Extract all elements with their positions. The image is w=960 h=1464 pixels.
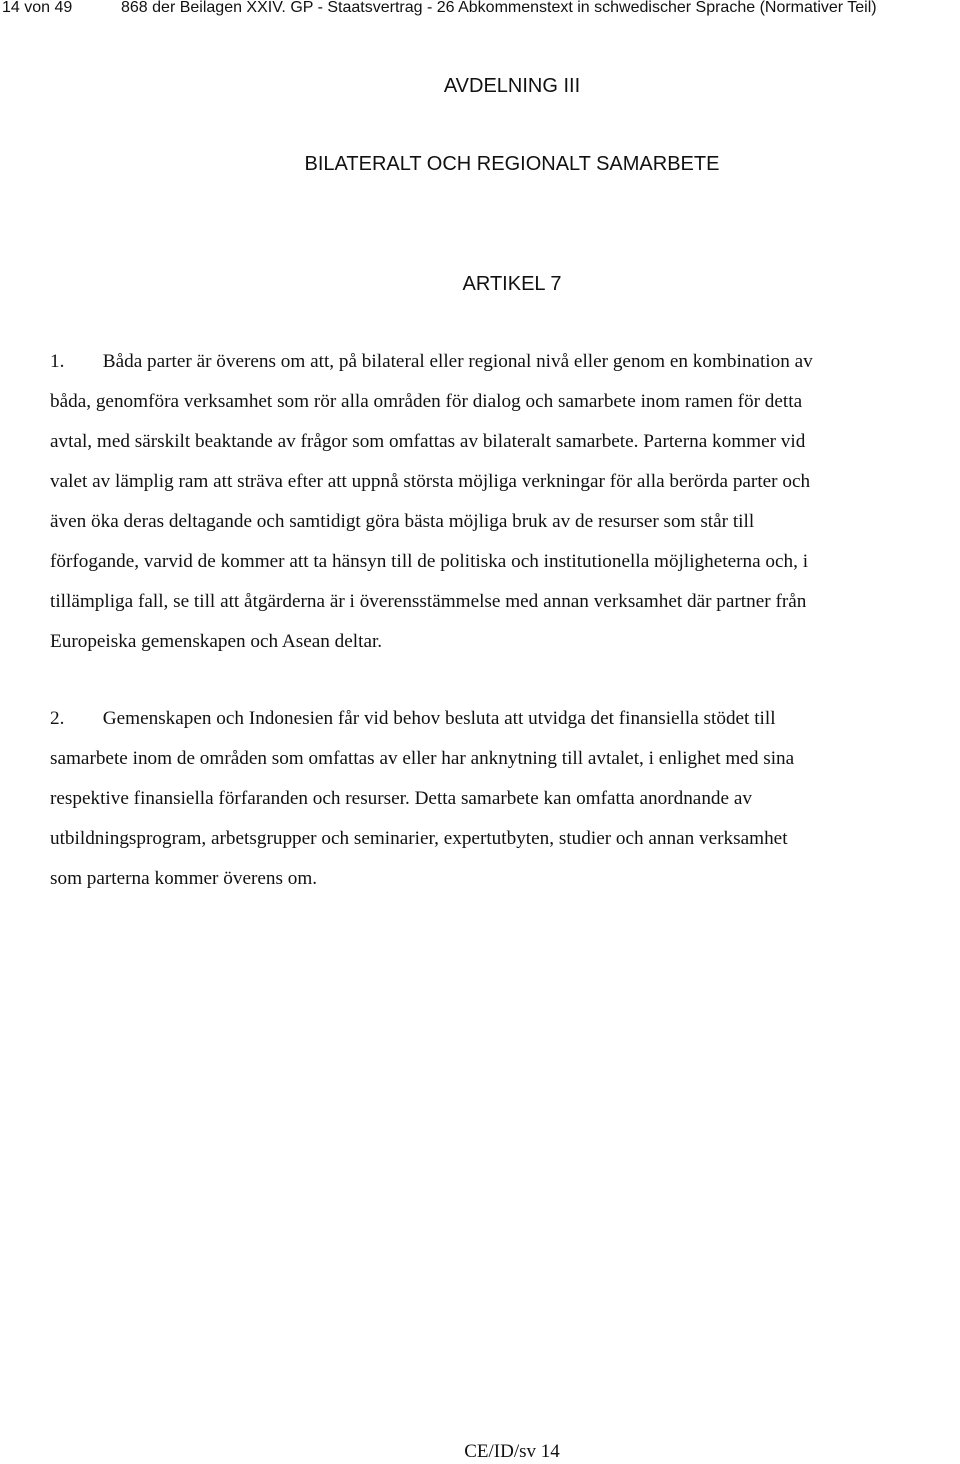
paragraph-text: Båda parter är överens om att, på bilateral eller regional nivå eller genom en kombination av	[102, 351, 813, 372]
paragraph-2	[50, 699, 960, 899]
paragraph-line: båda, genomföra verksamhet som rör alla områden för dialog och samarbete inom ramen för detta	[50, 391, 803, 412]
paragraph-line: avtal, med särskilt beaktande av frågor som omfattas av bilateralt samarbete. Parterna kommer vid	[50, 431, 806, 452]
page-header	[0, 0, 960, 24]
paragraph-line: Europeiska gemenskapen och Asean deltar.	[50, 631, 383, 652]
page-count: 14 von 49	[2, 0, 73, 16]
paragraph-line: samarbete inom de områden som omfattas av eller har anknytning till avtalet, i enlighet med sina	[50, 748, 795, 769]
paragraph-number: 2.	[50, 708, 65, 729]
part-title: BILATERALT OCH REGIONALT SAMARBETE	[304, 153, 720, 175]
article-heading: ARTIKEL 7	[462, 273, 562, 295]
paragraph-line: även öka deras deltagande och samtidigt göra bästa möjliga bruk av de resurser som står till	[50, 511, 755, 532]
paragraph-line	[50, 699, 776, 739]
paragraph-line	[50, 342, 813, 382]
paragraph-line: förfogande, varvid de kommer att ta hänsyn till de politiska och institutionella möjligheterna och, i	[50, 551, 809, 572]
document-title: 868 der Beilagen XXIV. GP - Staatsvertrag - 26 Abkommenstext in schwedischer Sprache (Normativer Teil)	[121, 0, 877, 16]
paragraph-line: utbildningsprogram, arbetsgrupper och seminarier, expertutbyten, studier och annan verksamhet	[50, 828, 788, 849]
paragraph-number: 1.	[50, 351, 65, 372]
paragraph-line: som parterna kommer överens om.	[50, 868, 318, 889]
paragraph-line: valet av lämplig ram att sträva efter att uppnå största möjliga verkningar för alla berörda parter och	[50, 471, 811, 492]
paragraph-line: respektive finansiella förfaranden och resurser. Detta samarbete kan omfatta anordnande av	[50, 788, 752, 809]
paragraph-text: Gemenskapen och Indonesien får vid behov besluta att utvidga det finansiella stödet till	[102, 708, 776, 729]
page-footer-code: CE/ID/sv 14	[464, 1441, 560, 1462]
paragraph-1	[50, 342, 960, 662]
paragraph-line: tillämpliga fall, se till att åtgärderna är i överensstämmelse med annan verksamhet där partner från	[50, 591, 807, 612]
part-heading: AVDELNING III	[443, 75, 581, 97]
